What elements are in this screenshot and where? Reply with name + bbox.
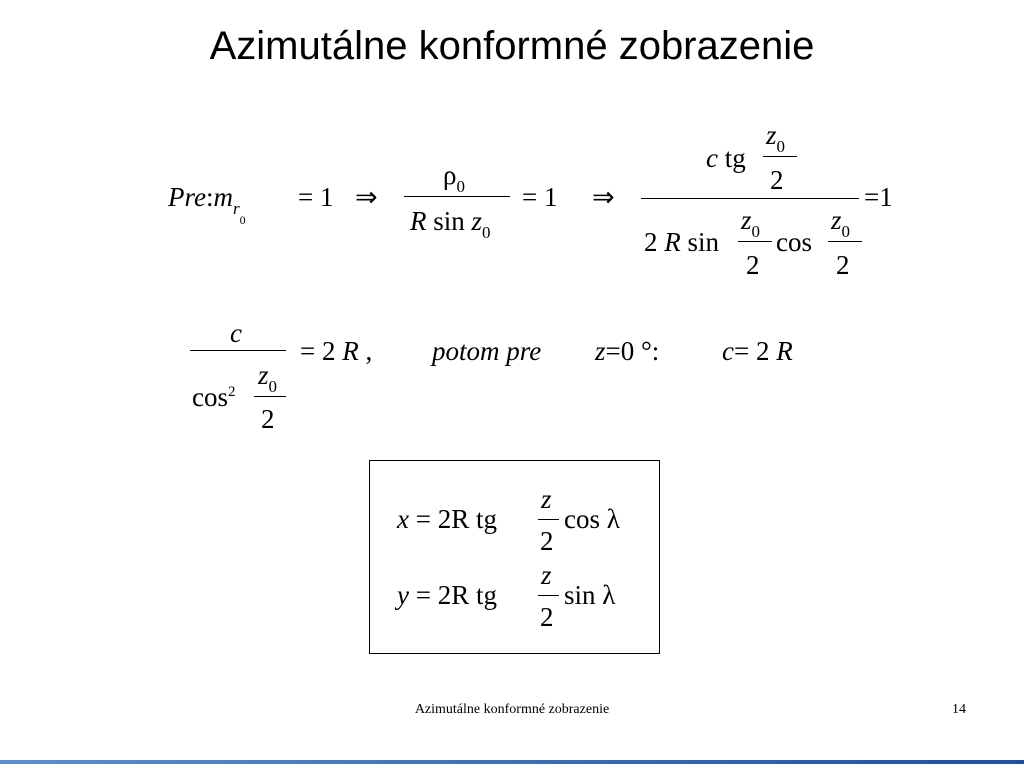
eq2-potom: potom pre <box>432 336 542 366</box>
footer-text: Azimutálne konformné zobrazenie <box>414 702 610 717</box>
den-cos: cos <box>776 227 812 257</box>
fraction-bar-den-b <box>828 241 862 242</box>
rho-numerator: $\rho_0$ <box>443 160 465 196</box>
x-formula-left: x = 2R tg <box>397 504 497 534</box>
den-z0-b: $z_0$ <box>831 205 851 241</box>
eq-one-a: = 1 <box>298 182 334 212</box>
den-two-a: 2 <box>746 250 760 280</box>
eq-one-c: =1 <box>864 182 893 212</box>
y-z: z <box>541 560 552 590</box>
eq-one-b: = 1 <box>522 182 558 212</box>
x-fraction-bar <box>538 519 559 520</box>
fraction-bar-big <box>641 198 859 199</box>
eq2-c-equals: c= 2 R <box>722 336 793 366</box>
page-number: 14 <box>952 702 966 717</box>
implies-b: ⇒ <box>592 182 615 212</box>
fraction-bar-num <box>763 156 797 157</box>
eq2-cos-squared: $\cos^2$ <box>192 382 236 412</box>
big-denominator: 2 R sin <box>644 227 720 257</box>
y-formula-left: y = 2R tg <box>397 580 497 610</box>
rho-denominator: R $\sin z_0$ <box>410 206 491 242</box>
fraction-bar-rho <box>404 196 510 197</box>
eq2-zcond: z=0 °: <box>595 336 660 366</box>
eq2-z0: $z_0$ <box>258 360 278 396</box>
pre-label: $Pre:m_{r_0}$ <box>168 182 246 227</box>
y-sin-lambda: sin λ <box>564 580 616 610</box>
x-cos-lambda: cos λ <box>564 504 620 534</box>
num-two: 2 <box>770 165 784 195</box>
fraction-bar-den-a <box>738 241 772 242</box>
fraction-bar-eq2 <box>190 350 286 351</box>
y-fraction-bar <box>538 595 559 596</box>
fraction-bar-eq2-inner <box>254 396 286 397</box>
bottom-accent-line <box>0 760 1024 764</box>
result-box <box>369 460 660 654</box>
den-two-b: 2 <box>836 250 850 280</box>
big-numerator: c tg <box>706 143 746 173</box>
x-z: z <box>541 484 552 514</box>
y-two: 2 <box>540 602 554 632</box>
x-two: 2 <box>540 526 554 556</box>
eq2-two: 2 <box>261 404 275 434</box>
implies-a: ⇒ <box>355 182 378 212</box>
den-z0-a: $z_0$ <box>741 205 761 241</box>
eq2-rhs: = 2 R , <box>300 336 373 366</box>
num-z0: $z_0$ <box>766 120 786 156</box>
eq2-c: c <box>230 318 242 348</box>
slide-title: Azimutálne konformné zobrazenie <box>209 24 815 68</box>
